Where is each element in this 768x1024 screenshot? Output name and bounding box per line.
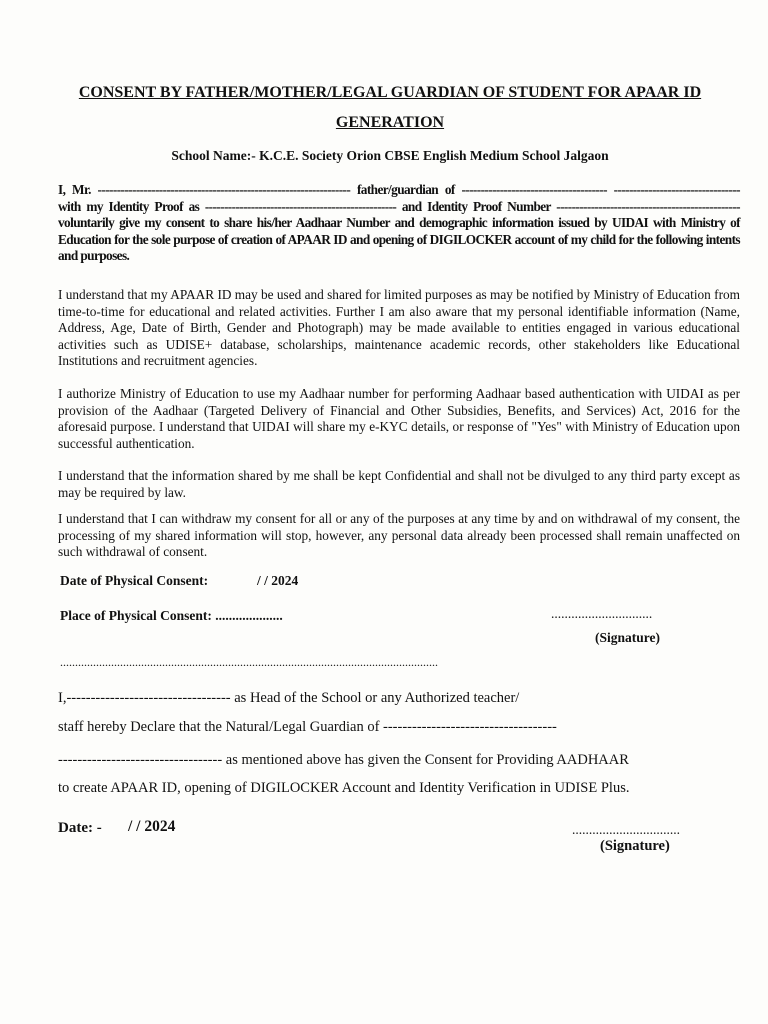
signature-label-2: (Signature) <box>600 838 670 854</box>
declaration-line-2: staff hereby Declare that the Natural/Legal Guardian of ------------------------------------ <box>58 719 557 735</box>
place-of-consent: Place of Physical Consent: .................... <box>60 608 283 623</box>
signature-line-1: .............................. <box>551 606 653 621</box>
date-of-consent-value: / / 2024 <box>257 573 299 588</box>
separator-line: .............................................................................................................................. <box>60 655 438 669</box>
consent-paragraph: I, Mr. ------------------------------------------------------------------ father/guardian of -------------------------------------- --------------------------------- with my Identity Proof as -------------------------------------------------- and Identity Proof Number ------------------------------------------------voluntarily give my consent to share his/her Aadhaar Number and demographic information issued by UIDAI with Ministry of Education for the sole purpose of creation of APAAR ID and opening of DIGILOCKER account of my child for the following intents and purposes. <box>58 182 740 263</box>
declaration-date-value: / / 2024 <box>128 818 176 835</box>
signature-label-1: (Signature) <box>595 630 661 645</box>
declaration-line-4: to create APAAR ID, opening of DIGILOCKER Account and Identity Verification in UDISE Plus. <box>58 780 630 796</box>
paragraph-authorization: I authorize Ministry of Education to use my Aadhaar number for performing Aadhaar based authentication with UIDAI as per provision of the Aadhaar (Targeted Delivery of Financial and Other Subsidies, Benefits, and Services) Act, 2016 for the aforesaid purpose. I understand that UIDAI will share my e-KYC details, or response of "Yes" with Ministry of Education upon successful authentication. <box>58 386 740 451</box>
paragraph-withdrawal: I understand that I can withdraw my consent for all or any of the purposes at any time by and on withdrawal of my consent, the processing of my shared information will stop, however, any personal data already been processed shall remain unaffected on such withdrawal of consent. <box>58 511 740 559</box>
date-of-consent-label: Date of Physical Consent: <box>60 573 209 588</box>
signature-line-2: ................................ <box>572 822 680 837</box>
title-line-1: CONSENT BY FATHER/MOTHER/LEGAL GUARDIAN OF STUDENT FOR APAAR ID <box>78 84 702 101</box>
declaration-date-label: Date: - <box>58 820 102 836</box>
declaration-line-3: ---------------------------------- as mentioned above has given the Consent for Providing AADHAAR <box>58 752 629 768</box>
declaration-line-1: I,---------------------------------- as Head of the School or any Authorized teacher/ <box>58 690 520 706</box>
school-name: School Name:- K.C.E. Society Orion CBSE English Medium School Jalgaon <box>171 148 609 163</box>
paragraph-apaar-usage: I understand that my APAAR ID may be used and shared for limited purposes as may be notified by Ministry of Education from time-to-time for educational and related activities. Further I am also aware that my personal identifiable information (Name, Address, Age, Date of Birth, Gender and Photograph) may be made available to entities engaged in various educational activities such as UDISE+ database, scholarships, maintenance academic records, other stakeholders like Educational Institutions and recruitment agencies. <box>58 287 740 368</box>
title-line-2: GENERATION <box>335 114 445 131</box>
paragraph-confidentiality: I understand that the information shared by me shall be kept Confidential and shall not be divulged to any third party except as may be required by law. <box>58 468 740 500</box>
